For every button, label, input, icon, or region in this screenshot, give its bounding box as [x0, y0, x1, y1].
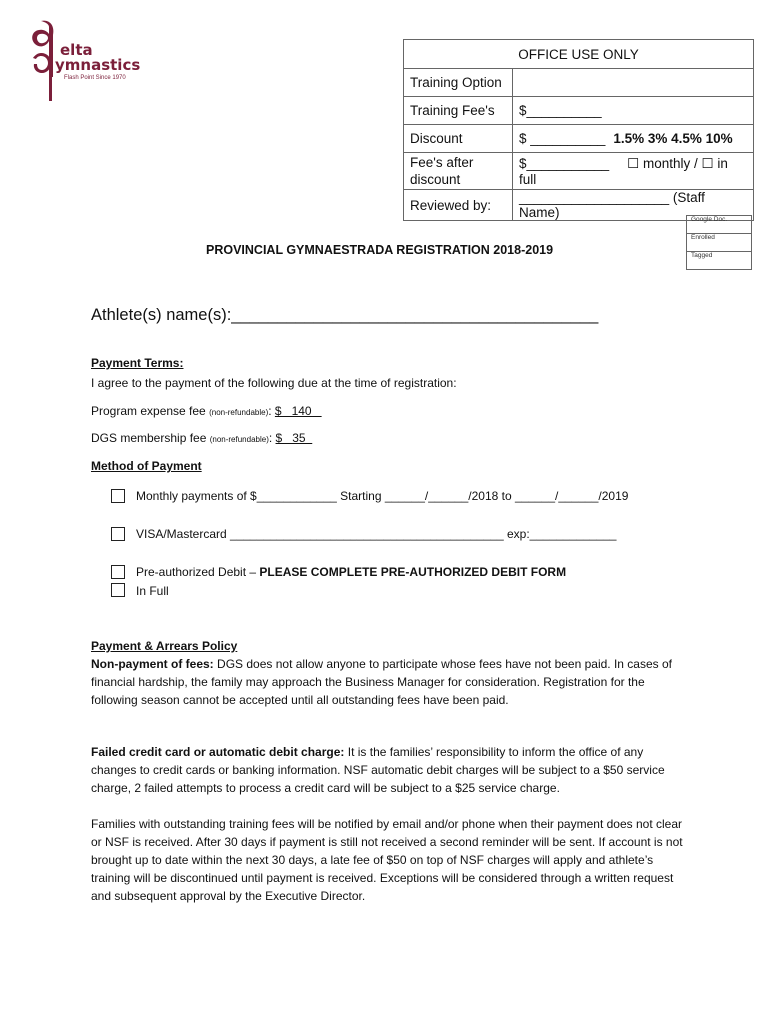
training-option-field[interactable]	[513, 69, 754, 97]
discount-field[interactable]	[513, 125, 754, 153]
membership-fee-line: DGS membership fee (non-refundable): $ 35	[91, 431, 313, 445]
logo-text-line1: elta	[60, 41, 93, 59]
reviewed-by-field[interactable]: ____________________ (Staff Name)	[513, 190, 754, 221]
reviewed-by-label: Reviewed by:	[404, 190, 513, 221]
logo-tagline: Flash Point Since 1970	[64, 75, 126, 81]
training-fees-label: Training Fee's	[404, 97, 513, 125]
failed-charge-label: Failed credit card or automatic debit charge:	[91, 745, 345, 759]
form-title: PROVINCIAL GYMNAESTRADA REGISTRATION 2018-2019	[206, 243, 554, 257]
payment-terms-heading: Payment Terms:	[91, 356, 184, 370]
program-fee-line: Program expense fee (non-refundable): $ 140	[91, 404, 322, 418]
membership-fee-label: DGS membership fee	[91, 431, 210, 445]
discount-amount: $ __________	[519, 131, 606, 146]
discount-label: Discount	[404, 125, 513, 153]
payment-terms-intro: I agree to the payment of the following due at the time of registration:	[91, 376, 457, 390]
enrolled-cell[interactable]: Enrolled	[687, 234, 752, 252]
google-doc-cell[interactable]: Google Doc.	[687, 216, 752, 234]
program-fee-note: (non-refundable)	[209, 408, 269, 417]
pad-instruction: PLEASE COMPLETE PRE-AUTHORIZED DEBIT FORM	[259, 565, 567, 579]
pad-checkbox[interactable]	[111, 565, 125, 579]
pad-text	[136, 565, 566, 579]
monthly-checkbox[interactable]	[111, 489, 125, 503]
nonpayment-label: Non-payment of fees:	[91, 657, 214, 671]
athlete-name-field[interactable]: Athlete(s) name(s):________________________________________	[91, 306, 599, 324]
payment-frequency-options: ☐ monthly / ☐ in full	[519, 155, 728, 187]
fees-after-discount-amount: $___________	[519, 155, 610, 171]
membership-fee-note: (non-refundable)	[209, 435, 269, 444]
method-heading: Method of Payment	[91, 459, 202, 473]
training-fees-field[interactable]: $__________	[513, 97, 754, 125]
in-full-checkbox[interactable]	[111, 583, 125, 597]
policy-heading: Payment & Arrears Policy	[91, 639, 238, 653]
program-fee-label: Program expense fee	[91, 404, 210, 418]
outstanding-fees-paragraph: Families with outstanding training fees will be notified by email and/or phone when their payment does not clear or NSF is received. After 30 days if payment is still not received a second reminder will be sent. If account is not brought up to date within the next 30 days, a late fee of $50 on top of NSF charges will apply and athlete’s training will be discontinued until payment is received. Exceptions will be considered through a written request and subsequent approval by the Executive Director.	[91, 817, 683, 903]
logo-text-line2: ymnastics	[55, 56, 141, 74]
in-full-text: In Full	[136, 584, 169, 598]
training-option-label: Training Option	[404, 69, 513, 97]
program-fee-value: $ 140	[274, 404, 322, 418]
visa-checkbox[interactable]	[111, 527, 125, 541]
failed-charge-paragraph	[91, 743, 691, 797]
monthly-payments-text: Monthly payments of $____________ Starting ______/______/2018 to ______/______/2019	[136, 489, 629, 503]
fees-after-discount-field[interactable]	[513, 153, 754, 190]
pad-prefix: Pre-authorized Debit –	[136, 565, 260, 579]
tagged-cell[interactable]: Tagged	[687, 252, 752, 270]
visa-mastercard-text: VISA/Mastercard _________________________________________ exp:_____________	[136, 527, 617, 541]
nonpayment-paragraph	[91, 655, 691, 709]
office-use-table	[403, 39, 754, 221]
membership-fee-value: $ 35	[275, 431, 313, 445]
status-table	[686, 215, 752, 270]
discount-percentages: 1.5% 3% 4.5% 10%	[613, 131, 733, 146]
office-use-header: OFFICE USE ONLY	[404, 40, 754, 69]
failed-charge-text: It is the families’ responsibility to inform the office of any changes to credit cards or banking information. NSF automatic debit charges will be subject to a $50 service charge, 2 failed attempts to process a credit card will be subject to a $25 service charge.	[91, 745, 665, 795]
nonpayment-text: DGS does not allow anyone to participate whose fees have not been paid. In cases of financial hardship, the family may approach the Business Manager for consideration. Registration for the following season cannot be accepted until all outstanding fees have been paid.	[91, 657, 672, 707]
fees-after-discount-label: Fee's after discount	[404, 153, 513, 190]
